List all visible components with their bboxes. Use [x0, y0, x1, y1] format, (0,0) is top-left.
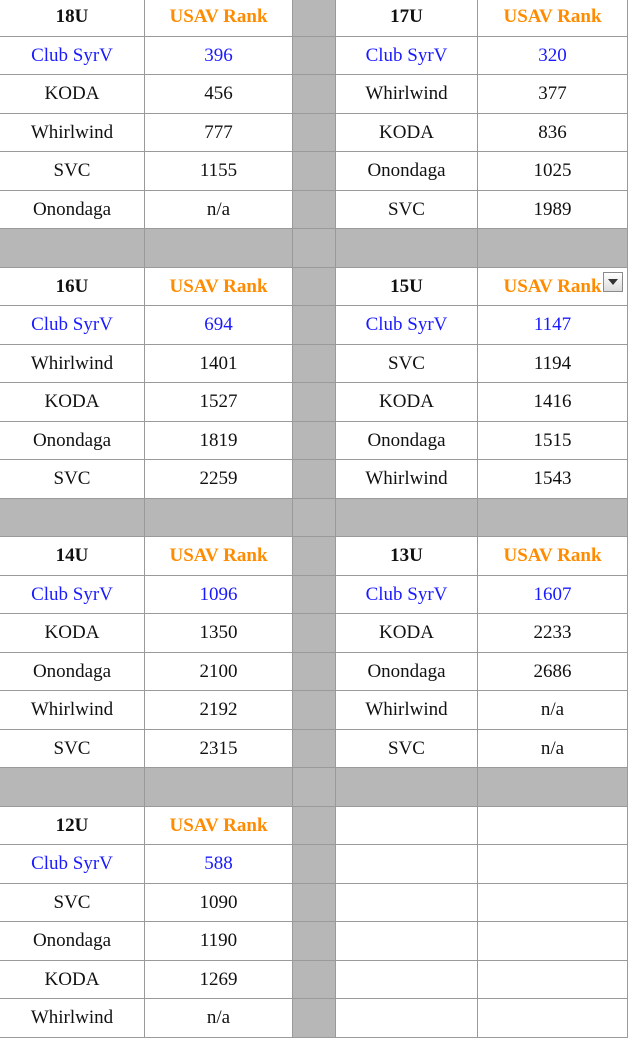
- rank-value-cell[interactable]: 1147: [478, 306, 628, 345]
- separator-column-cell[interactable]: [293, 730, 336, 768]
- rank-value-cell[interactable]: 396: [145, 37, 293, 75]
- rank-value-cell[interactable]: 2233: [478, 614, 628, 653]
- club-name-cell[interactable]: KODA: [0, 383, 145, 422]
- club-name-cell[interactable]: Whirlwind: [336, 75, 478, 114]
- separator-column-cell[interactable]: [293, 961, 336, 999]
- rank-value-cell[interactable]: 1096: [145, 576, 293, 614]
- rank-value-cell[interactable]: 588: [145, 845, 293, 884]
- rank-value-cell[interactable]: 2259: [145, 460, 293, 499]
- rank-value-cell[interactable]: 2686: [478, 653, 628, 691]
- club-name-cell[interactable]: Onondaga: [0, 422, 145, 460]
- rank-value-cell[interactable]: 320: [478, 37, 628, 75]
- separator-column-cell[interactable]: [293, 0, 336, 37]
- separator-column-cell[interactable]: [293, 268, 336, 306]
- separator-column-cell[interactable]: [293, 807, 336, 845]
- usav-rank-header[interactable]: USAV Rank: [478, 268, 628, 306]
- separator-row-cell[interactable]: [293, 768, 336, 807]
- separator-row-cell[interactable]: [0, 499, 145, 537]
- separator-row-cell[interactable]: [145, 499, 293, 537]
- separator-column-cell[interactable]: [293, 152, 336, 191]
- separator-column-cell[interactable]: [293, 191, 336, 229]
- club-name-cell[interactable]: KODA: [336, 614, 478, 653]
- rank-value-cell[interactable]: 1350: [145, 614, 293, 653]
- empty-cell[interactable]: [478, 807, 628, 845]
- separator-column-cell[interactable]: [293, 422, 336, 460]
- separator-row-cell[interactable]: [478, 229, 628, 268]
- separator-row-cell[interactable]: [478, 768, 628, 807]
- empty-cell[interactable]: [336, 845, 478, 884]
- club-name-cell[interactable]: Club SyrV: [0, 576, 145, 614]
- club-name-cell[interactable]: KODA: [336, 383, 478, 422]
- club-name-cell[interactable]: Onondaga: [0, 191, 145, 229]
- empty-cell[interactable]: [336, 807, 478, 845]
- club-name-cell[interactable]: SVC: [0, 884, 145, 922]
- club-name-cell[interactable]: Whirlwind: [0, 345, 145, 383]
- club-name-cell[interactable]: Whirlwind: [0, 114, 145, 152]
- rank-value-cell[interactable]: n/a: [478, 730, 628, 768]
- separator-column-cell[interactable]: [293, 884, 336, 922]
- club-name-cell[interactable]: Club SyrV: [336, 37, 478, 75]
- usav-rank-header[interactable]: USAV Rank: [478, 537, 628, 576]
- separator-row-cell[interactable]: [0, 768, 145, 807]
- rank-value-cell[interactable]: 1090: [145, 884, 293, 922]
- age-group-header[interactable]: 13U: [336, 537, 478, 576]
- rank-value-cell[interactable]: 2315: [145, 730, 293, 768]
- separator-column-cell[interactable]: [293, 75, 336, 114]
- rank-value-cell[interactable]: n/a: [145, 999, 293, 1038]
- separator-column-cell[interactable]: [293, 999, 336, 1038]
- club-name-cell[interactable]: KODA: [0, 961, 145, 999]
- club-name-cell[interactable]: Whirlwind: [336, 460, 478, 499]
- separator-column-cell[interactable]: [293, 306, 336, 345]
- separator-row-cell[interactable]: [293, 499, 336, 537]
- usav-rank-header[interactable]: USAV Rank: [145, 537, 293, 576]
- separator-row-cell[interactable]: [478, 499, 628, 537]
- rank-value-cell[interactable]: 1025: [478, 152, 628, 191]
- club-name-cell[interactable]: Whirlwind: [0, 999, 145, 1038]
- empty-cell[interactable]: [336, 922, 478, 961]
- age-group-header[interactable]: 12U: [0, 807, 145, 845]
- empty-cell[interactable]: [478, 922, 628, 961]
- separator-column-cell[interactable]: [293, 576, 336, 614]
- rank-value-cell[interactable]: 1155: [145, 152, 293, 191]
- empty-cell[interactable]: [478, 845, 628, 884]
- rank-value-cell[interactable]: 2192: [145, 691, 293, 730]
- club-name-cell[interactable]: Whirlwind: [0, 691, 145, 730]
- rank-value-cell[interactable]: 1194: [478, 345, 628, 383]
- separator-row-cell[interactable]: [145, 229, 293, 268]
- age-group-header[interactable]: 18U: [0, 0, 145, 37]
- rank-value-cell[interactable]: 1269: [145, 961, 293, 999]
- club-name-cell[interactable]: SVC: [0, 152, 145, 191]
- empty-cell[interactable]: [336, 961, 478, 999]
- rank-value-cell[interactable]: 1989: [478, 191, 628, 229]
- separator-row-cell[interactable]: [145, 768, 293, 807]
- club-name-cell[interactable]: SVC: [336, 191, 478, 229]
- dropdown-arrow-icon[interactable]: [603, 272, 623, 292]
- separator-column-cell[interactable]: [293, 37, 336, 75]
- usav-rank-header[interactable]: USAV Rank: [145, 0, 293, 37]
- separator-column-cell[interactable]: [293, 537, 336, 576]
- usav-rank-header[interactable]: USAV Rank: [145, 268, 293, 306]
- rank-value-cell[interactable]: 1607: [478, 576, 628, 614]
- club-name-cell[interactable]: SVC: [336, 730, 478, 768]
- age-group-header[interactable]: 17U: [336, 0, 478, 37]
- separator-column-cell[interactable]: [293, 383, 336, 422]
- club-name-cell[interactable]: Onondaga: [336, 653, 478, 691]
- separator-column-cell[interactable]: [293, 922, 336, 961]
- club-name-cell[interactable]: SVC: [336, 345, 478, 383]
- club-name-cell[interactable]: Whirlwind: [336, 691, 478, 730]
- rank-value-cell[interactable]: n/a: [478, 691, 628, 730]
- separator-column-cell[interactable]: [293, 653, 336, 691]
- club-name-cell[interactable]: Club SyrV: [0, 845, 145, 884]
- empty-cell[interactable]: [478, 884, 628, 922]
- separator-column-cell[interactable]: [293, 614, 336, 653]
- rank-value-cell[interactable]: 1819: [145, 422, 293, 460]
- usav-rank-header[interactable]: USAV Rank: [145, 807, 293, 845]
- triangle-down-icon: [608, 279, 618, 285]
- club-name-cell[interactable]: SVC: [0, 460, 145, 499]
- rank-value-cell[interactable]: 1515: [478, 422, 628, 460]
- club-name-cell[interactable]: Club SyrV: [336, 306, 478, 345]
- age-group-header[interactable]: 16U: [0, 268, 145, 306]
- separator-column-cell[interactable]: [293, 691, 336, 730]
- rank-value-cell[interactable]: 377: [478, 75, 628, 114]
- empty-cell[interactable]: [336, 884, 478, 922]
- rank-value-cell[interactable]: 1401: [145, 345, 293, 383]
- empty-cell[interactable]: [478, 961, 628, 999]
- club-name-cell[interactable]: Onondaga: [0, 922, 145, 961]
- usav-rank-header[interactable]: USAV Rank: [478, 0, 628, 37]
- club-name-cell[interactable]: KODA: [0, 614, 145, 653]
- separator-row-cell[interactable]: [336, 229, 478, 268]
- club-name-cell[interactable]: Club SyrV: [336, 576, 478, 614]
- club-name-cell[interactable]: SVC: [0, 730, 145, 768]
- club-name-cell[interactable]: Onondaga: [0, 653, 145, 691]
- rank-value-cell[interactable]: 456: [145, 75, 293, 114]
- separator-row-cell[interactable]: [336, 768, 478, 807]
- rank-value-cell[interactable]: 836: [478, 114, 628, 152]
- club-name-cell[interactable]: Onondaga: [336, 152, 478, 191]
- age-group-header[interactable]: 15U: [336, 268, 478, 306]
- rank-value-cell[interactable]: n/a: [145, 191, 293, 229]
- rank-value-cell[interactable]: 694: [145, 306, 293, 345]
- rank-value-cell[interactable]: 777: [145, 114, 293, 152]
- separator-column-cell[interactable]: [293, 345, 336, 383]
- club-name-cell[interactable]: Club SyrV: [0, 306, 145, 345]
- rank-value-cell[interactable]: 1543: [478, 460, 628, 499]
- rank-value-cell[interactable]: 1416: [478, 383, 628, 422]
- separator-row-cell[interactable]: [293, 229, 336, 268]
- empty-cell[interactable]: [336, 999, 478, 1038]
- rank-value-cell[interactable]: 2100: [145, 653, 293, 691]
- rank-value-cell[interactable]: 1527: [145, 383, 293, 422]
- separator-column-cell[interactable]: [293, 460, 336, 499]
- separator-column-cell[interactable]: [293, 114, 336, 152]
- separator-row-cell[interactable]: [0, 229, 145, 268]
- separator-column-cell[interactable]: [293, 845, 336, 884]
- age-group-header[interactable]: 14U: [0, 537, 145, 576]
- club-name-cell[interactable]: KODA: [0, 75, 145, 114]
- club-name-cell[interactable]: Club SyrV: [0, 37, 145, 75]
- rank-value-cell[interactable]: 1190: [145, 922, 293, 961]
- empty-cell[interactable]: [478, 999, 628, 1038]
- separator-row-cell[interactable]: [336, 499, 478, 537]
- club-name-cell[interactable]: KODA: [336, 114, 478, 152]
- club-name-cell[interactable]: Onondaga: [336, 422, 478, 460]
